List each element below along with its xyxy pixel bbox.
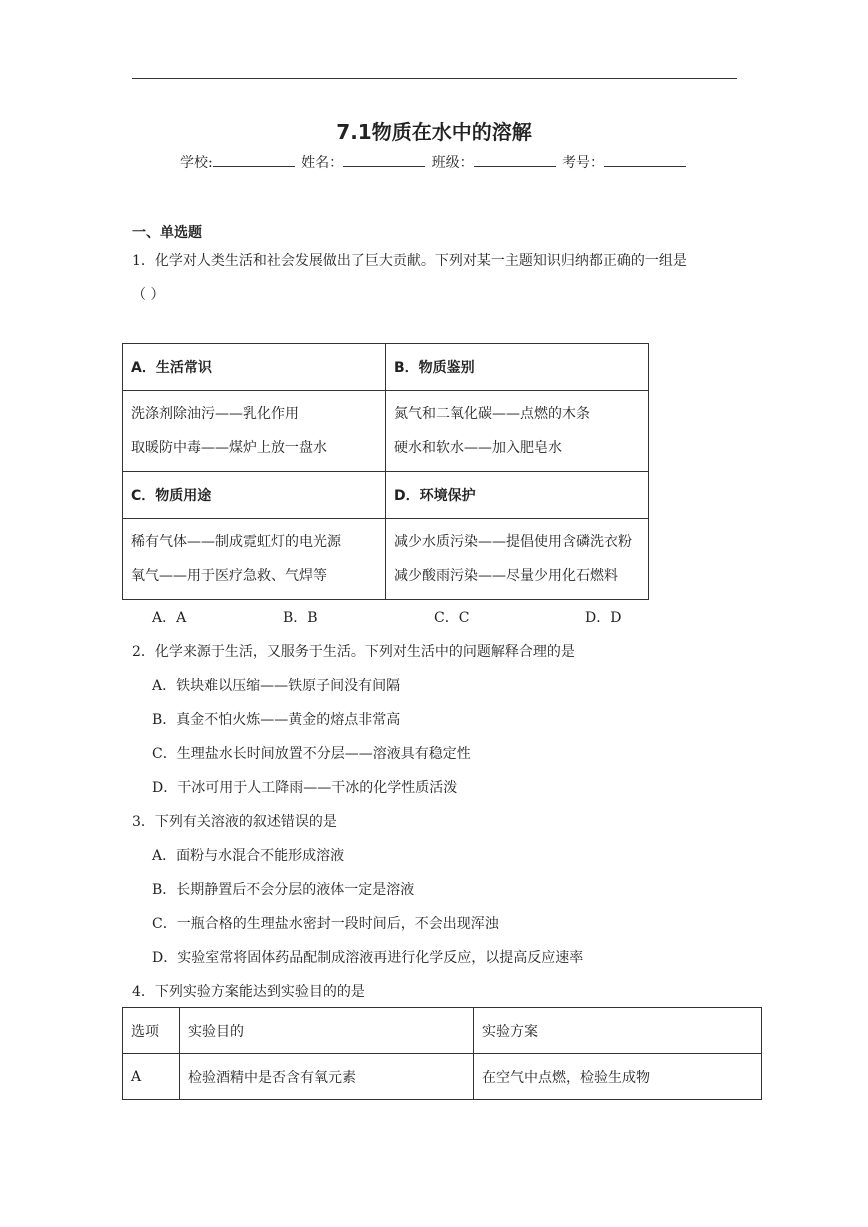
section-title: 一、单选题 <box>132 225 202 241</box>
student-info-line <box>0 152 868 172</box>
q1-d-line-1: 减少水质污染——提倡使用含磷洗衣粉 <box>394 534 632 550</box>
q4-header-option: 选项 <box>123 1008 180 1054</box>
q1-c-line-1: 稀有气体——制成霓虹灯的电光源 <box>131 534 341 550</box>
q1-table <box>122 343 649 600</box>
q2-option-b[interactable]: B．真金不怕火炼——黄金的熔点非常高 <box>152 712 401 728</box>
q1-cell-d-head: D．环境保护 <box>386 472 649 519</box>
q1-choices <box>152 607 652 627</box>
q1-choice-a[interactable]: A．A <box>152 610 187 626</box>
q1-d-line-2: 减少酸雨污染——尽量少用化石燃料 <box>394 568 618 584</box>
q1-cell-b-head: B．物质鉴别 <box>386 344 649 391</box>
exam-number-label: 考号： <box>562 155 605 171</box>
q2-stem: 2．化学来源于生活，又服务于生活。下列对生活中的问题解释合理的是 <box>132 644 575 660</box>
q4-table <box>122 1007 762 1100</box>
q4-header-purpose: 实验目的 <box>180 1008 474 1054</box>
q1-a-line-1: 洗涤剂除油污——乳化作用 <box>131 406 299 422</box>
q3-option-a[interactable]: A．面粉与水混合不能形成溶液 <box>152 848 345 864</box>
class-label: 班级： <box>431 155 474 171</box>
q1-stem-paren: （ ） <box>132 287 165 303</box>
q4-header-plan: 实验方案 <box>474 1008 762 1054</box>
class-blank <box>474 152 556 167</box>
table-row <box>123 1054 762 1100</box>
q1-cell-a-body <box>123 391 386 472</box>
q2-option-a[interactable]: A．铁块难以压缩——铁原子间没有间隔 <box>152 678 401 694</box>
q1-cell-a-head: A．生活常识 <box>123 344 386 391</box>
q3-option-d[interactable]: D．实验室常将固体药品配制成溶液再进行化学反应，以提高反应速率 <box>152 950 584 966</box>
page-title: 7.1物质在水中的溶解 <box>336 120 532 144</box>
q1-b-line-2: 硬水和软水——加入肥皂水 <box>394 440 562 456</box>
q3-option-b[interactable]: B．长期静置后不会分层的液体一定是溶液 <box>152 882 415 898</box>
q3-option-c[interactable]: C．一瓶合格的生理盐水密封一段时间后，不会出现浑浊 <box>152 916 499 932</box>
q4-row-a-purpose: 检验酒精中是否含有氧元素 <box>180 1054 474 1100</box>
q1-choice-c[interactable]: C．C <box>434 610 470 626</box>
header-rule <box>132 78 737 79</box>
school-label: 学校: <box>179 155 213 171</box>
q2-option-d[interactable]: D．干冰可用于人工降雨——干冰的化学性质活泼 <box>152 780 458 796</box>
q1-cell-b-body <box>386 391 649 472</box>
q1-stem: 1．化学对人类生活和社会发展做出了巨大贡献。下列对某一主题知识归纳都正确的一组是 <box>132 253 687 269</box>
q4-row-a-option: A <box>123 1054 180 1100</box>
q1-cell-d-body <box>386 519 649 600</box>
name-blank <box>343 152 425 167</box>
q1-cell-c-body <box>123 519 386 600</box>
q2-option-c[interactable]: C．生理盐水长时间放置不分层——溶液具有稳定性 <box>152 746 471 762</box>
q4-table-header-row <box>123 1008 762 1054</box>
q1-choice-d[interactable]: D．D <box>585 610 622 626</box>
exam-number-blank <box>604 152 686 167</box>
q4-stem: 4．下列实验方案能达到实验目的的是 <box>132 984 365 1000</box>
q1-cell-c-head: C．物质用途 <box>123 472 386 519</box>
name-label: 姓名： <box>301 155 344 171</box>
q4-row-a-plan: 在空气中点燃，检验生成物 <box>474 1054 762 1100</box>
q1-c-line-2: 氧气——用于医疗急救、气焊等 <box>131 568 327 584</box>
q1-a-line-2: 取暖防中毒——煤炉上放一盘水 <box>131 440 327 456</box>
q1-choice-b[interactable]: B．B <box>283 610 318 626</box>
q1-b-line-1: 氮气和二氧化碳——点燃的木条 <box>394 406 590 422</box>
school-blank <box>213 152 295 167</box>
q3-stem: 3．下列有关溶液的叙述错误的是 <box>132 814 337 830</box>
